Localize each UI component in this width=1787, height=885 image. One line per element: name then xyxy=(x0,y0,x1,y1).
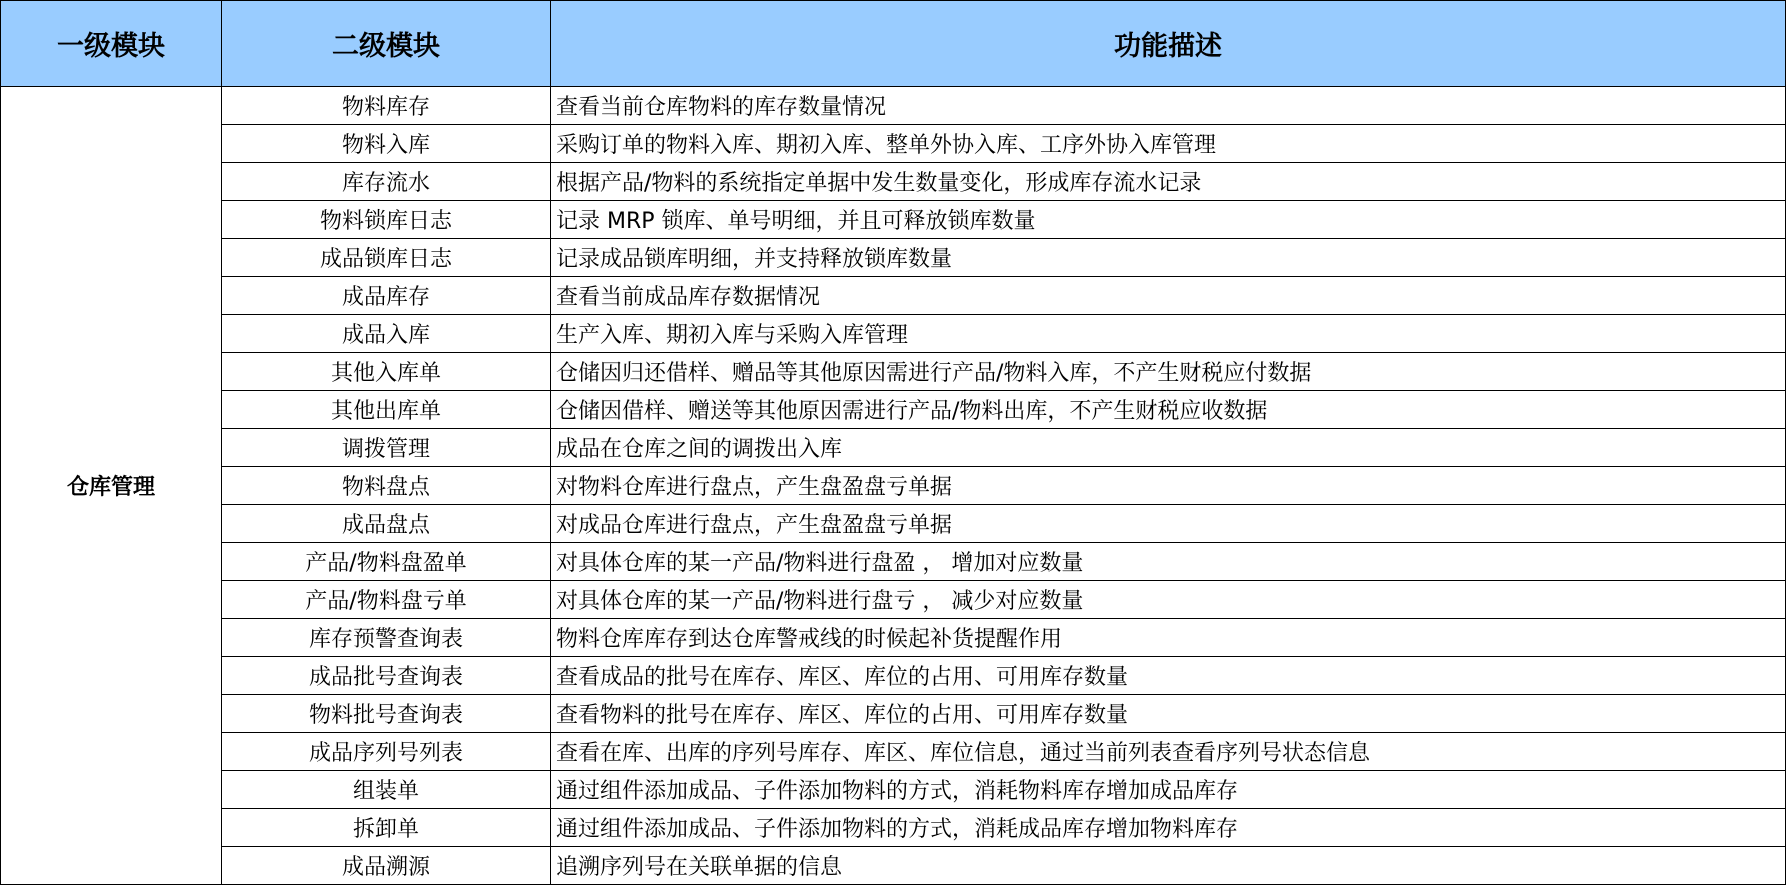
description-cell[interactable]: 记录成品锁库明细，并支持释放锁库数量 xyxy=(551,239,1786,277)
table-row xyxy=(1,315,1786,353)
table-row xyxy=(1,619,1786,657)
level2-module-cell[interactable]: 调拨管理 xyxy=(222,429,551,467)
table-row xyxy=(1,505,1786,543)
table-row xyxy=(1,277,1786,315)
description-cell[interactable]: 仓储因借样、赠送等其他原因需进行产品/物料出库，不产生财税应收数据 xyxy=(551,391,1786,429)
description-cell[interactable]: 查看在库、出库的序列号库存、库区、库位信息，通过当前列表查看序列号状态信息 xyxy=(551,733,1786,771)
level2-module-cell[interactable]: 成品盘点 xyxy=(222,505,551,543)
table-row xyxy=(1,239,1786,277)
table-row xyxy=(1,657,1786,695)
level2-module-cell[interactable]: 成品入库 xyxy=(222,315,551,353)
description-cell[interactable]: 查看成品的批号在库存、库区、库位的占用、可用库存数量 xyxy=(551,657,1786,695)
table-row xyxy=(1,353,1786,391)
table-row xyxy=(1,733,1786,771)
level2-module-cell[interactable]: 产品/物料盘亏单 xyxy=(222,581,551,619)
description-cell[interactable]: 查看当前仓库物料的库存数量情况 xyxy=(551,87,1786,125)
level2-module-cell[interactable]: 成品序列号列表 xyxy=(222,733,551,771)
level2-module-cell[interactable]: 产品/物料盘盈单 xyxy=(222,543,551,581)
level2-module-cell[interactable]: 物料盘点 xyxy=(222,467,551,505)
description-cell[interactable]: 仓储因归还借样、赠品等其他原因需进行产品/物料入库，不产生财税应付数据 xyxy=(551,353,1786,391)
table-row xyxy=(1,809,1786,847)
level2-module-cell[interactable]: 其他出库单 xyxy=(222,391,551,429)
level1-module-cell[interactable]: 仓库管理 xyxy=(1,87,222,885)
table-row xyxy=(1,87,1786,125)
level2-module-cell[interactable]: 物料库存 xyxy=(222,87,551,125)
table-row xyxy=(1,163,1786,201)
description-cell[interactable]: 对具体仓库的某一产品/物料进行盘亏 ， 减少对应数量 xyxy=(551,581,1786,619)
table-row xyxy=(1,467,1786,505)
level2-module-cell[interactable]: 成品库存 xyxy=(222,277,551,315)
table-row xyxy=(1,429,1786,467)
level2-module-cell[interactable]: 成品批号查询表 xyxy=(222,657,551,695)
header-level1[interactable]: 一级模块 xyxy=(1,1,222,87)
description-cell[interactable]: 物料仓库库存到达仓库警戒线的时候起补货提醒作用 xyxy=(551,619,1786,657)
header-description[interactable]: 功能描述 xyxy=(551,1,1786,87)
description-cell[interactable]: 查看物料的批号在库存、库区、库位的占用、可用库存数量 xyxy=(551,695,1786,733)
level2-module-cell[interactable]: 库存预警查询表 xyxy=(222,619,551,657)
table-row xyxy=(1,125,1786,163)
header-level2[interactable]: 二级模块 xyxy=(222,1,551,87)
description-cell[interactable]: 对具体仓库的某一产品/物料进行盘盈 ， 增加对应数量 xyxy=(551,543,1786,581)
table-body xyxy=(1,87,1786,885)
description-cell[interactable]: 成品在仓库之间的调拨出入库 xyxy=(551,429,1786,467)
table-row xyxy=(1,581,1786,619)
description-cell[interactable]: 通过组件添加成品、子件添加物料的方式，消耗成品库存增加物料库存 xyxy=(551,809,1786,847)
level2-module-cell[interactable]: 库存流水 xyxy=(222,163,551,201)
description-cell[interactable]: 根据产品/物料的系统指定单据中发生数量变化，形成库存流水记录 xyxy=(551,163,1786,201)
description-cell[interactable]: 采购订单的物料入库、期初入库、整单外协入库、工序外协入库管理 xyxy=(551,125,1786,163)
description-cell[interactable]: 查看当前成品库存数据情况 xyxy=(551,277,1786,315)
table-row xyxy=(1,543,1786,581)
description-cell[interactable]: 通过组件添加成品、子件添加物料的方式，消耗物料库存增加成品库存 xyxy=(551,771,1786,809)
description-cell[interactable]: 记录 MRP 锁库、单号明细，并且可释放锁库数量 xyxy=(551,201,1786,239)
table-row xyxy=(1,391,1786,429)
level2-module-cell[interactable]: 组装单 xyxy=(222,771,551,809)
level2-module-cell[interactable]: 拆卸单 xyxy=(222,809,551,847)
description-cell[interactable]: 生产入库、期初入库与采购入库管理 xyxy=(551,315,1786,353)
description-cell[interactable]: 追溯序列号在关联单据的信息 xyxy=(551,847,1786,885)
level2-module-cell[interactable]: 成品锁库日志 xyxy=(222,239,551,277)
description-cell[interactable]: 对成品仓库进行盘点，产生盘盈盘亏单据 xyxy=(551,505,1786,543)
table-row xyxy=(1,201,1786,239)
level2-module-cell[interactable]: 物料锁库日志 xyxy=(222,201,551,239)
level2-module-cell[interactable]: 物料批号查询表 xyxy=(222,695,551,733)
description-cell[interactable]: 对物料仓库进行盘点，产生盘盈盘亏单据 xyxy=(551,467,1786,505)
table-row xyxy=(1,695,1786,733)
table-row xyxy=(1,847,1786,885)
level2-module-cell[interactable]: 成品溯源 xyxy=(222,847,551,885)
table-row xyxy=(1,771,1786,809)
level2-module-cell[interactable]: 其他入库单 xyxy=(222,353,551,391)
level2-module-cell[interactable]: 物料入库 xyxy=(222,125,551,163)
header-row xyxy=(1,1,1786,87)
